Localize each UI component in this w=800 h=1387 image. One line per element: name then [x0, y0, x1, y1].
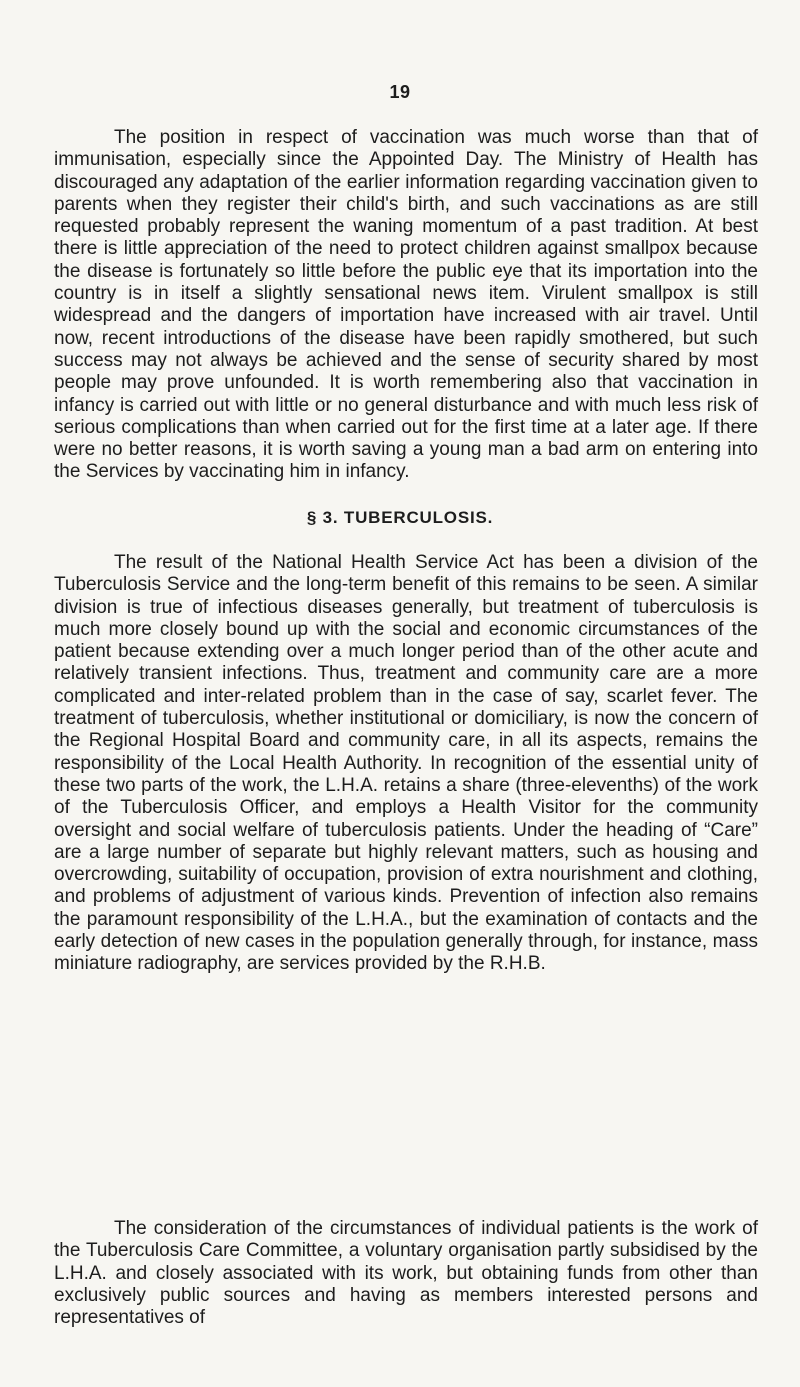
vaccination-paragraph	[54, 127, 758, 484]
care-committee-paragraph	[54, 1218, 758, 1329]
page-number: 19	[389, 82, 411, 102]
paragraph-text: The position in respect of vaccination was much worse than that of immunisation, especially since the Appointed Day. The Ministry of Health has discouraged any adaptation of the earlier information regarding vaccination given to parents when they register their child's birth, and such vaccinations as are still requested probably represent the waning momentum of a past tradition. At best there is little appreciation of the need to protect children against smallpox because the disease is fortunately so little before the public eye that its importation into the country is in itself a slightly sensational news item. Virulent smallpox is still widespread and the dangers of importation have increased with air travel. Until now, recent introductions of the disease have been rapidly smothered, but such success may not always be achieved and the sense of security shared by most people may prove unfounded. It is worth remembering also that vaccination in infancy is carried out with little or no general disturbance and with much less risk of serious complications than when carried out for the first time at a later age. If there were no better reasons, it is worth saving a young man a bad arm on entering into the Services by vaccinating him in infancy.	[54, 127, 758, 483]
paragraph-text: The consideration of the circumstances of individual patients is the work of the Tuberculosis Care Committee, a voluntary organisation partly subsidised by the L.H.A. and closely associated with its work, but obtaining funds from other than exclusively public sources and having as members interested persons and representatives of	[54, 1218, 758, 1329]
tuberculosis-service-paragraph	[54, 552, 758, 976]
paragraph-text: The result of the National Health Service Act has been a division of the Tuberculosis Service and the long-term benefit of this remains to be seen. A similar division is true of infectious diseases generally, but treatment of tuberculosis is much more closely bound up with the social and economic circumstances of the patient because extending over a much longer period than of the other acute and relatively transient infections. Thus, treatment and community care are a more complicated and inter-related problem than in the case of say, scarlet fever. The treatment of tuberculosis, whether institutional or domiciliary, is now the concern of the Regional Hospital Board and community care, in all its aspects, remains the responsibility of the Local Health Authority. In recognition of the essential unity of these two parts of the work, the L.H.A. retains a share (three-elevenths) of the work of the Tuberculosis Officer, and employs a Health Visitor for the community oversight and social welfare of tuberculosis patients. Under the heading of “Care” are a large number of separate but highly relevant matters, such as housing and overcrowding, suitability of occupation, provision of extra nourishment and clothing, and problems of adjustment of various kinds. Prevention of infection also remains the paramount responsibility of the L.H.A., but the examination of contacts and the early detection of new cases in the population generally through, for instance, mass miniature radiography, are services provided by the R.H.B.	[54, 552, 758, 975]
section-heading-tuberculosis: § 3. TUBERCULOSIS.	[306, 508, 494, 527]
